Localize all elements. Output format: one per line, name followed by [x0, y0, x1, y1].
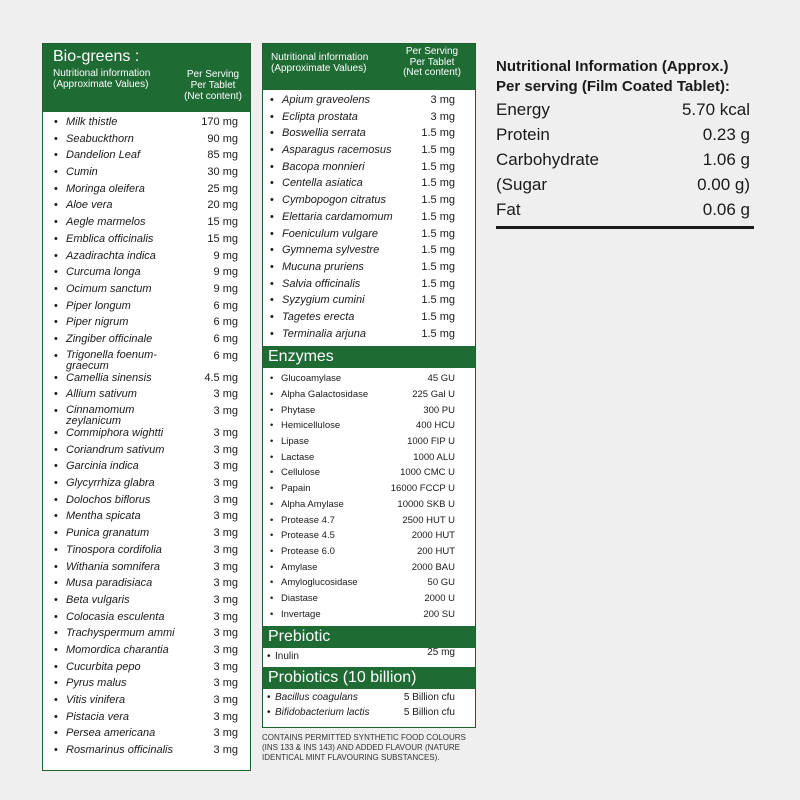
nutrition-row [496, 172, 754, 197]
item-amount: 1.5 mg [421, 260, 455, 273]
item-name: Momordica charantia [66, 643, 169, 656]
item-amount: 1.5 mg [421, 227, 455, 240]
item-amount: 1.5 mg [421, 244, 455, 257]
nutrition-rows [496, 97, 754, 222]
item-amount: 3 mg [213, 710, 238, 723]
item-amount: 3 mg [213, 727, 238, 740]
item-amount: 1.5 mg [421, 177, 455, 190]
item-name: Amyloglucosidase [281, 577, 358, 589]
item-amount: 15 mg [207, 216, 238, 229]
list-item [263, 609, 475, 625]
item-name: Protease 6.0 [281, 545, 335, 557]
item-amount: 5 Billion cfu [403, 692, 455, 704]
herbs-per-serving: Per Serving Per Tablet (Net content) [403, 46, 461, 78]
item-amount: 3 mg [213, 460, 238, 473]
item-name: Seabuckthorn [66, 132, 134, 145]
item-name: Mucuna pruriens [282, 260, 364, 273]
list-item [263, 294, 475, 311]
item-amount: 3 mg [213, 643, 238, 656]
item-amount: 1.5 mg [421, 310, 455, 323]
list-item [43, 527, 250, 544]
list-item [43, 477, 250, 494]
item-name: Coriandrum sativum [66, 443, 165, 456]
item-amount: 2000 HUT [411, 530, 455, 542]
list-item [263, 420, 475, 436]
item-name: Cellulose [281, 467, 321, 479]
item-name: Bacopa monnieri [282, 160, 365, 173]
list-item [43, 611, 250, 628]
item-amount: 3 mg [213, 427, 238, 439]
list-item [263, 692, 475, 707]
item-amount: 2000 BAU [411, 561, 455, 573]
list-item [43, 388, 250, 405]
item-amount: 2000 U [424, 592, 455, 604]
item-amount: 9 mg [213, 266, 238, 279]
item-amount: 9 mg [213, 282, 238, 295]
footnote: CONTAINS PERMITTED SYNTHETIC FOOD COLOURS (INS 133 & INS 143) AND ADDED FLAVOUR (NATURE IDENTICAL MINT FLAVOURING SUBSTANCES). [262, 733, 466, 762]
item-name: Ocimum sanctum [66, 282, 152, 295]
item-name: Withania somnifera [66, 560, 161, 573]
list-item [43, 149, 250, 166]
item-name: Bacillus coagulans [275, 692, 358, 704]
list-item [263, 593, 475, 609]
item-amount: 1.5 mg [421, 127, 455, 140]
item-amount: 3 mg [213, 694, 238, 706]
list-item [43, 350, 250, 372]
list-item [43, 116, 250, 133]
list-item [263, 311, 475, 328]
item-amount: 3 mg [430, 110, 455, 123]
item-amount: 3 mg [430, 94, 455, 106]
item-amount: 3 mg [213, 405, 238, 417]
item-name: Allium sativum [66, 388, 137, 401]
item-name: Milk thistle [66, 116, 118, 128]
item-name: Foeniculum vulgare [282, 227, 378, 240]
list-item [43, 133, 250, 150]
item-amount: 6 mg [213, 299, 238, 312]
item-amount: 30 mg [207, 166, 238, 179]
item-amount: 3 mg [213, 527, 238, 540]
list-item [263, 389, 475, 405]
item-name: Protease 4.5 [281, 530, 335, 542]
item-amount: 400 HCU [415, 420, 455, 432]
item-name: Boswellia serrata [282, 127, 366, 140]
item-name: Glucoamylase [281, 373, 342, 385]
item-name: Papain [281, 483, 311, 495]
item-name: Elettaria cardamomum [282, 210, 393, 223]
item-name: Rosmarinus officinalis [66, 744, 173, 757]
list-item [43, 372, 250, 389]
item-name: Phytase [281, 404, 316, 416]
item-amount: 6 mg [213, 349, 238, 362]
list-item [263, 562, 475, 578]
item-name: Aloe vera [66, 199, 113, 212]
nutrition-info [496, 57, 754, 229]
item-amount: 85 mg [207, 149, 238, 162]
list-item [43, 300, 250, 317]
nutrition-rule [496, 226, 754, 229]
list-item [263, 707, 475, 722]
nutrition-row [496, 97, 754, 122]
list-item [263, 261, 475, 278]
item-amount: 2500 HUT U [402, 514, 455, 526]
list-item [43, 711, 250, 728]
list-item [43, 183, 250, 200]
list-item [263, 177, 475, 194]
list-item [263, 328, 475, 345]
list-item [263, 436, 475, 452]
prebiotic-list [263, 648, 475, 666]
list-item [263, 647, 475, 666]
nutrition-value: 5.70 kcal [681, 100, 750, 119]
item-name: Zingiber officinale [66, 332, 153, 345]
bio-greens-list [43, 112, 250, 761]
item-name: Protease 4.7 [281, 514, 335, 526]
item-amount: 9 mg [213, 249, 238, 262]
list-item [43, 677, 250, 694]
item-name: Gymnema sylvestre [282, 244, 380, 257]
item-amount: 5 Billion cfu [403, 707, 455, 719]
item-name: Terminalia arjuna [282, 327, 366, 340]
item-amount: 3 mg [213, 627, 238, 640]
item-name: Alpha Galactosidase [281, 389, 369, 400]
item-amount: 3 mg [213, 543, 238, 556]
nutrition-value: 0.06 g [702, 200, 750, 219]
list-item [43, 333, 250, 350]
item-name: Curcuma longa [66, 266, 141, 279]
item-name: Trigonella foenum-graecum [66, 348, 157, 372]
item-amount: 3 mg [213, 560, 238, 573]
item-amount: 170 mg [201, 116, 238, 128]
item-name: Dandelion Leaf [66, 149, 141, 162]
herbs-header [263, 44, 475, 90]
item-amount: 3 mg [213, 610, 238, 623]
nutrition-title-line2: Per serving (Film Coated Tablet): [496, 78, 730, 95]
item-name: Cucurbita pepo [66, 660, 141, 673]
item-amount: 3 mg [213, 493, 238, 506]
item-name: Cymbopogon citratus [282, 194, 386, 207]
probiotics-title: Probiotics (10 billion) [263, 667, 475, 689]
item-amount: 1.5 mg [421, 327, 455, 340]
item-amount: 200 SU [423, 608, 455, 620]
list-item [263, 94, 475, 111]
list-item [43, 199, 250, 216]
item-name: Azadirachta indica [66, 249, 156, 262]
item-amount: 20 mg [207, 199, 238, 212]
list-item [43, 494, 250, 511]
item-name: Eclipta prostata [282, 110, 358, 123]
list-item [43, 166, 250, 183]
item-name: Persea americana [66, 727, 156, 740]
item-name: Colocasia esculenta [66, 610, 165, 623]
nutrition-label: Fat [496, 200, 521, 219]
item-name: Camellia sinensis [66, 371, 152, 384]
list-item [263, 452, 475, 468]
nutrition-label: (Sugar [496, 175, 548, 194]
item-name: Salvia officinalis [282, 277, 361, 290]
item-amount: 3 mg [213, 677, 238, 690]
item-name: Commiphora wightti [66, 427, 164, 439]
list-item [43, 266, 250, 283]
item-amount: 15 mg [207, 232, 238, 245]
herbs-enzymes-panel [262, 43, 476, 728]
item-amount: 6 mg [213, 316, 238, 329]
item-name: Piper longum [66, 299, 131, 312]
list-item [43, 594, 250, 611]
item-name: Pyrus malus [66, 677, 127, 690]
item-amount: 1000 CMC U [400, 467, 455, 479]
nutrition-value: 0.23 g [702, 125, 750, 144]
list-item [43, 405, 250, 427]
list-item [43, 316, 250, 333]
nutrition-label: Carbohydrate [496, 150, 600, 169]
item-name: Apium graveolens [282, 94, 371, 106]
item-amount: 3 mg [213, 744, 238, 757]
item-amount: 225 Gal U [412, 389, 455, 400]
item-name: Garcinia indica [66, 460, 139, 473]
nutrition-row [496, 197, 754, 222]
list-item [263, 144, 475, 161]
list-item [263, 244, 475, 261]
item-name: Mentha spicata [66, 510, 141, 523]
item-name: Aegle marmelos [66, 216, 146, 229]
item-name: Musa paradisiaca [66, 577, 153, 590]
item-name: Hemicellulose [281, 420, 341, 432]
item-amount: 3 mg [213, 510, 238, 523]
item-name: Vitis vinifera [66, 694, 126, 706]
list-item [263, 483, 475, 499]
item-name: Lipase [281, 436, 309, 448]
bio-greens-per-serving: Per Serving Per Tablet (Net content) [184, 69, 242, 102]
list-item [263, 467, 475, 483]
item-amount: 3 mg [213, 443, 238, 456]
item-amount: 1.5 mg [421, 194, 455, 207]
item-name: Syzygium cumini [282, 294, 365, 307]
enzymes-list [263, 368, 475, 624]
list-item [263, 373, 475, 389]
bio-greens-panel [42, 43, 251, 771]
item-amount: 50 GU [427, 577, 455, 589]
item-amount: 10000 SKB U [397, 498, 455, 510]
list-item [263, 211, 475, 228]
list-item [43, 627, 250, 644]
list-item [43, 283, 250, 300]
nutrition-row [496, 147, 754, 172]
item-name: Trachyspermum ammi [66, 627, 175, 640]
list-item [43, 216, 250, 233]
bio-greens-subtitle: Nutritional information (Approximate Values) [53, 68, 151, 90]
item-amount: 90 mg [207, 132, 238, 145]
list-item [263, 228, 475, 245]
item-name: Tinospora cordifolia [66, 543, 162, 556]
item-name: Cinnamomum zeylanicum [66, 404, 135, 427]
item-amount: 300 PU [423, 404, 455, 416]
item-amount: 1000 FIP U [407, 436, 455, 448]
item-name: Punica granatum [66, 527, 150, 540]
list-item [43, 460, 250, 477]
item-name: Piper nigrum [66, 316, 129, 329]
list-item [263, 499, 475, 515]
item-name: Asparagus racemosus [282, 144, 392, 157]
item-amount: 1.5 mg [421, 294, 455, 307]
item-amount: 3 mg [213, 477, 238, 490]
item-name: Invertage [281, 608, 321, 620]
item-name: Inulin [275, 651, 299, 663]
list-item [263, 577, 475, 593]
list-item [43, 444, 250, 461]
nutrition-value: 0.00 g) [697, 175, 750, 194]
list-item [263, 111, 475, 128]
nutrition-label: Energy [496, 100, 550, 119]
herbs-subtitle: Nutritional information (Approximate Values) [271, 52, 369, 74]
list-item [263, 278, 475, 295]
list-item [43, 577, 250, 594]
item-name: Bifidobacterium lactis [275, 707, 370, 719]
item-name: Tagetes erecta [282, 310, 355, 323]
item-amount: 1.5 mg [421, 160, 455, 173]
item-amount: 3 mg [213, 388, 238, 401]
prebiotic-title: Prebiotic [263, 626, 475, 648]
herbs-list [263, 90, 475, 344]
list-item [43, 661, 250, 678]
list-item [43, 561, 250, 578]
list-item [263, 530, 475, 546]
item-name: Moringa oleifera [66, 182, 145, 195]
item-amount: 4.5 mg [204, 371, 238, 384]
list-item [43, 744, 250, 761]
item-amount: 16000 FCCP U [390, 483, 455, 495]
list-item [263, 161, 475, 178]
nutrition-value: 1.06 g [702, 150, 750, 169]
item-name: Lactase [281, 451, 315, 463]
list-item [263, 515, 475, 531]
item-name: Centella asiatica [282, 177, 363, 190]
item-amount: 1.5 mg [421, 210, 455, 223]
item-amount: 3 mg [213, 660, 238, 673]
item-name: Pistacia vera [66, 710, 129, 723]
item-name: Glycyrrhiza glabra [66, 477, 155, 490]
item-name: Cumin [66, 166, 98, 179]
item-amount: 200 HUT [416, 545, 455, 557]
list-item [43, 727, 250, 744]
item-amount: 1.5 mg [421, 277, 455, 290]
bio-greens-title: Bio-greens : [53, 48, 140, 65]
list-item [43, 250, 250, 267]
bio-greens-header [43, 44, 250, 112]
item-name: Alpha Amylase [281, 498, 344, 510]
item-amount: 1000 ALU [413, 451, 455, 463]
nutrition-label: Protein [496, 125, 550, 144]
item-amount: 25 mg [427, 647, 455, 659]
list-item [263, 127, 475, 144]
list-item [43, 233, 250, 250]
list-item [43, 544, 250, 561]
item-name: Beta vulgaris [66, 593, 130, 606]
item-amount: 45 GU [427, 373, 455, 385]
item-amount: 1.5 mg [421, 144, 455, 157]
nutrition-row [496, 122, 754, 147]
list-item [43, 644, 250, 661]
item-amount: 3 mg [213, 593, 238, 606]
list-item [43, 427, 250, 444]
item-amount: 25 mg [207, 182, 238, 195]
list-item [263, 194, 475, 211]
list-item [43, 510, 250, 527]
probiotics-list [263, 689, 475, 722]
list-item [263, 405, 475, 421]
item-name: Emblica officinalis [66, 232, 154, 245]
nutrition-title-line1: Nutritional Information (Approx.) [496, 58, 729, 75]
list-item [43, 694, 250, 711]
item-name: Dolochos biflorus [66, 493, 151, 506]
item-name: Diastase [281, 592, 318, 604]
list-item [263, 546, 475, 562]
enzymes-title: Enzymes [263, 346, 475, 368]
item-amount: 3 mg [213, 577, 238, 590]
item-name: Amylase [281, 561, 318, 573]
item-amount: 6 mg [213, 332, 238, 345]
